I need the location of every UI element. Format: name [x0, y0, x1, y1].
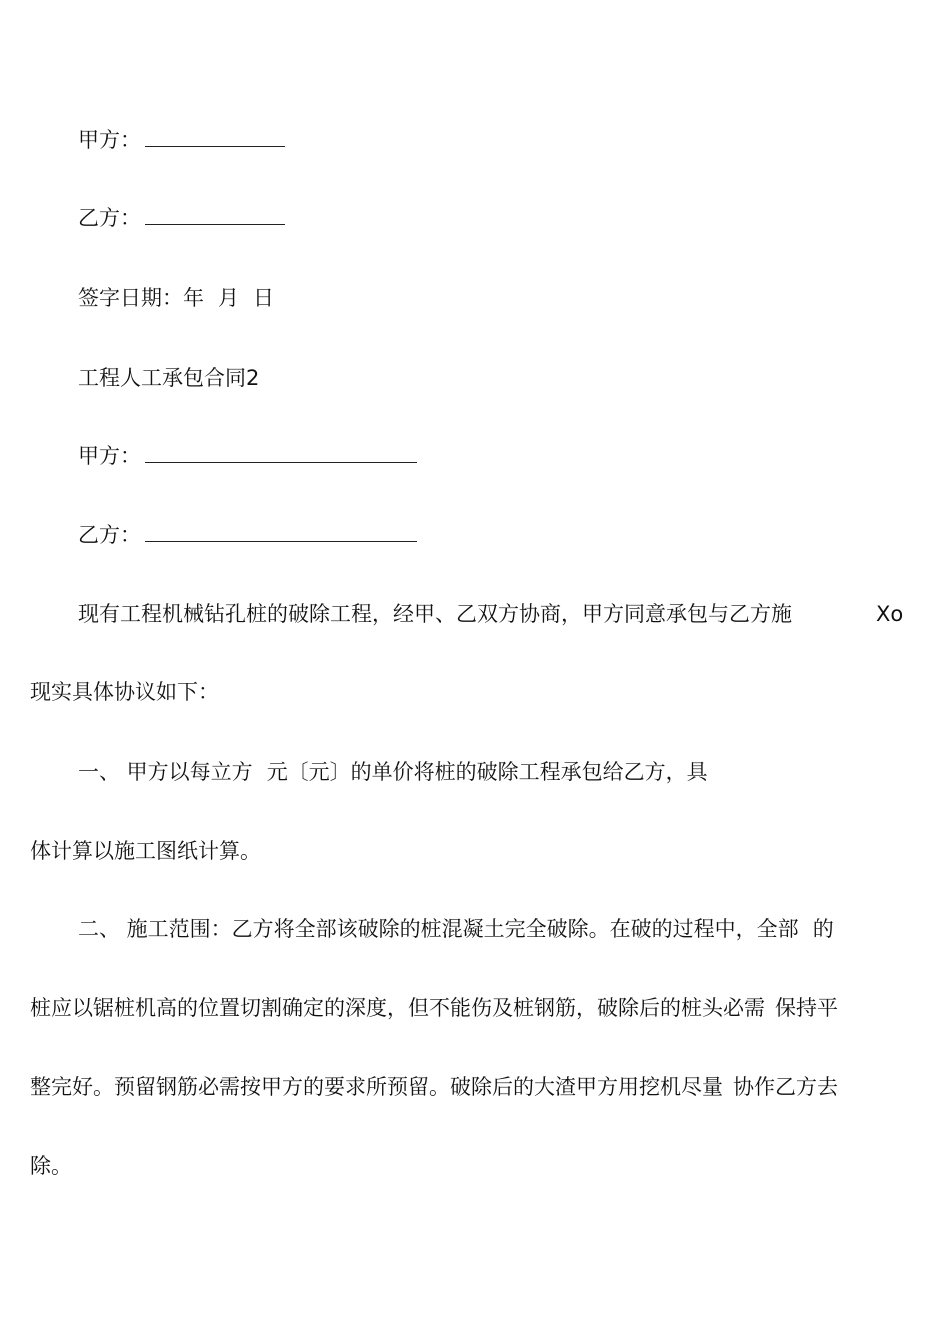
clause-2-part-2: 的 [812, 917, 834, 941]
sign-date-label: 签字日期： [78, 286, 183, 310]
party-b-blank [145, 523, 417, 542]
clause-2-line-3 [30, 1073, 838, 1101]
party-a-label: 甲方： [78, 128, 141, 152]
clause-2-line-2 [30, 994, 838, 1022]
party-a-line-1 [78, 126, 285, 154]
clause-1-line-2: 体计算以施工图纸计算。 [30, 839, 261, 863]
clause-2-line-3-part-1: 整完好。预留钢筋必需按甲方的要求所预留。破除后的大渣甲方用挖机尽量 [30, 1075, 723, 1099]
party-a-blank [145, 128, 285, 147]
party-b-line-1 [78, 204, 285, 232]
party-b-blank [145, 206, 285, 225]
clause-2-line-2-part-2: 保持平 [775, 996, 838, 1020]
clause-1-line-1 [78, 758, 708, 786]
month-label: 月 [218, 286, 239, 310]
clause-1-part-1: 一、 甲方以每立方 [78, 760, 253, 784]
intro-line-1 [78, 600, 792, 628]
contract-title: 工程人工承包合同2 [78, 366, 260, 390]
party-b-label: 乙方： [78, 523, 141, 547]
party-b-line-2 [78, 521, 417, 549]
party-b-label: 乙方： [78, 206, 141, 230]
intro-line-2: 现实具体协议如下： [30, 680, 219, 704]
clause-2-line-4: 除。 [30, 1154, 72, 1178]
intro-line-1-tail: Xo [876, 602, 904, 626]
clause-2-line-2-part-1: 桩应以锯桩机高的位置切割确定的深度，但不能伤及桩钢筋，破除后的桩头必需 [30, 996, 765, 1020]
year-label: 年 [183, 286, 204, 310]
party-a-blank [145, 444, 417, 463]
day-label: 日 [253, 286, 274, 310]
clause-2-line-3-part-2: 协作乙方去 [733, 1075, 838, 1099]
party-a-label: 甲方： [78, 444, 141, 468]
party-a-line-2 [78, 442, 417, 470]
sign-date-line [78, 284, 274, 312]
clause-2-line-1 [78, 915, 834, 943]
clause-1-part-2: 元〔元〕的单价将桩的破除工程承包给乙方，具 [266, 760, 708, 784]
intro-text: 现有工程机械钻孔桩的破除工程，经甲、乙双方协商，甲方同意承包与乙方施 [78, 602, 792, 626]
clause-2-part-1: 二、 施工范围：乙方将全部该破除的桩混凝土完全破除。在破的过程中，全部 [78, 917, 799, 941]
